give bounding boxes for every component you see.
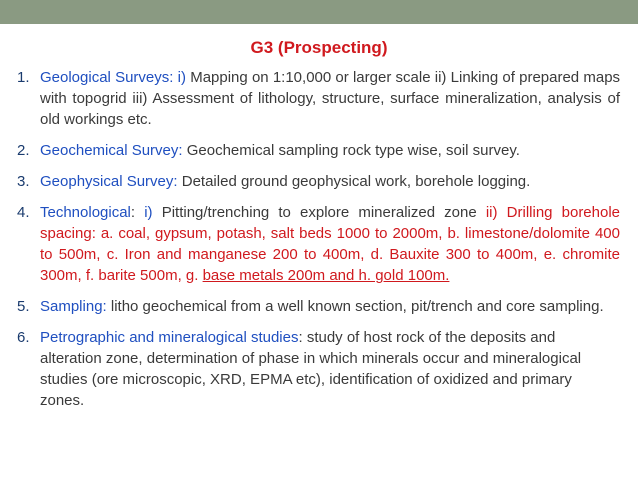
part-label: i): [177, 69, 186, 86]
item-number: 2.: [17, 142, 30, 159]
item-text: Detailed ground geophysical work, borehole logging.: [181, 173, 531, 190]
item-body: [40, 140, 620, 161]
part-text: Mapping on 1:10,000 or larger scale: [190, 69, 431, 86]
item-heading: Geochemical Survey:: [40, 142, 183, 159]
list-item-geophysical-survey: [0, 171, 638, 192]
item-number: 3.: [17, 173, 30, 190]
item-number: 4.: [17, 204, 30, 221]
item-body: [40, 67, 620, 130]
part-text: Linking of prepared maps with topogrid: [40, 69, 621, 107]
item-text: litho geochemical from a well known section, pit/trench and core sampling.: [110, 298, 604, 315]
heading-colon: :: [130, 204, 136, 221]
part-label: ii): [434, 69, 447, 86]
item-number: 6.: [17, 329, 30, 346]
item-heading: Sampling:: [40, 298, 107, 315]
part-label: ii): [485, 204, 498, 221]
list-item-geochemical-survey: [0, 140, 638, 161]
list-item-technological: [0, 202, 638, 286]
list-item-sampling: [0, 296, 638, 317]
part-label: iii): [132, 90, 148, 107]
list-item-petrographic-studies: [0, 327, 638, 411]
drilling-spacing-text: Drilling borehole spacing: a. coal, gypsum, potash, salt beds 1000 to 2000m, b. limestone/dolomite 400 to 500m, c. Iron and manganese 200 to 400m, d. Bauxite 300 to 400m, e. chromite 300m, f. barite 500m, g.: [40, 204, 621, 284]
item-heading: Petrographic and mineralogical studies: [40, 329, 299, 346]
prospecting-list: [0, 67, 638, 421]
item-heading: Geological Surveys:: [40, 69, 174, 86]
item-heading: Technological: [40, 204, 131, 221]
part-text: Pitting/trenching to explore mineralized zone: [161, 204, 477, 221]
list-item-geological-surveys: [0, 67, 638, 130]
part-label: i): [144, 204, 153, 221]
item-text: Geochemical sampling rock type wise, soil survey.: [186, 142, 520, 159]
item-body: [40, 296, 620, 317]
item-number: 5.: [17, 298, 30, 315]
item-body: [40, 171, 620, 192]
item-body: [40, 327, 620, 411]
item-heading: Geophysical Survey:: [40, 173, 178, 190]
item-number: 1.: [17, 69, 30, 86]
item-body: [40, 202, 620, 286]
part-text: Assessment of lithology, structure, surface mineralization, analysis of old workings etc.: [40, 90, 621, 128]
top-banner-bar: [0, 0, 638, 24]
underlined-spacing-text: base metals 200m and h. gold 100m.: [202, 267, 450, 284]
item-text: : study of host rock of the deposits and alteration zone, determination of phase in which minerals occur and mineralogical studies (ore microscopic, XRD, EPMA etc), identification of oxidized and primary zones.: [40, 329, 582, 409]
slide-title: G3 (Prospecting): [250, 38, 388, 57]
